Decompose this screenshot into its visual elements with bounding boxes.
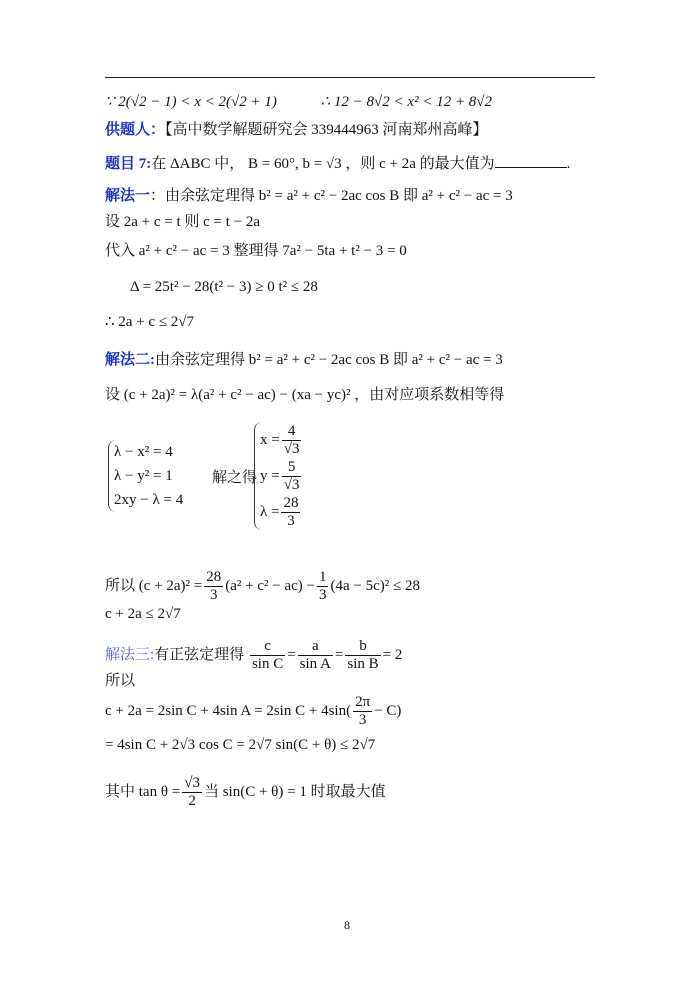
equation-system: λ − x² = 4 λ − y² = 1 2xy − λ = 4 [108, 440, 183, 512]
method3-line3: = 4sin C + 2√3 cos C = 2√7 sin(C + θ) ≤ 2√7 [105, 737, 376, 753]
method2-line1: 解法二:由余弦定理得 b² = a² + c² − 2ac cos B 即 a² + c² − ac = 3 [105, 352, 503, 368]
method3-line2: c + 2a = 2sin C + 4sin A = 2sin C + 4sin( $\frac{2\pi}{3}$ − C) [105, 694, 402, 729]
page-number: 8 [344, 918, 350, 932]
solution-system: x = $\frac{4}{√3}$ y = $\frac{5}{√3}$ λ = $\frac{28}{3}$ [254, 422, 303, 530]
method1-line2: 设 2a + c = t 则 c = t − 2a [105, 214, 261, 230]
method2-line2: 设 (c + 2a)² = λ(a² + c² − ac) − (xa − yc)² ，由对应项系数相等得 [105, 387, 505, 403]
method1-line4: Δ = 25t² − 28(t² − 3) ≥ 0 t² ≤ 28 [130, 279, 318, 295]
problem-statement: 题目 7:在 ΔABC 中， B = 60°, b = √3 ，则 c + 2a 的最大值为 . [105, 153, 570, 174]
method2-line3: 所以 (c + 2a)² = $\frac{28}{3}$ (a² + c² − ac) − $\frac{1}{3}$ (4a − 5c)² ≤ 28 [105, 569, 420, 604]
solve-label: 解之得 [212, 470, 258, 486]
provider-line: 供题人：【高中数学解题研究会 339444963 河南郑州高峰】 [105, 122, 488, 138]
method3-line1: 解法三:有正弦定理得 $\frac{c}{\text{sin C}}$ = $\frac{a}{\text{sin A}}$ = $\frac{b}{\text{sin B}}$ = 2 [105, 638, 403, 673]
header-rule [105, 77, 595, 78]
method2-line4: c + 2a ≤ 2√7 [105, 606, 181, 622]
line-range: ∵ 2(√2 − 1) < x < 2(√2 + 1) ∴ 12 − 8√2 < x² < 12 + 8√2 [105, 94, 493, 110]
method1-line1: 解法一：由余弦定理得 b² = a² + c² − 2ac cos B 即 a² + c² − ac = 3 [105, 188, 513, 204]
method3-line4: 其中 tan θ = $\frac{√3}{2}$ 当 sin(C + θ) = 1 时取最大值 [105, 775, 386, 810]
method3-so: 所以 [105, 673, 136, 689]
method1-line3: 代入 a² + c² − ac = 3 整理得 7a² − 5ta + t² − 3 = 0 [105, 243, 407, 259]
answer-blank [495, 153, 567, 168]
method1-line5: ∴ 2a + c ≤ 2√7 [105, 314, 195, 330]
